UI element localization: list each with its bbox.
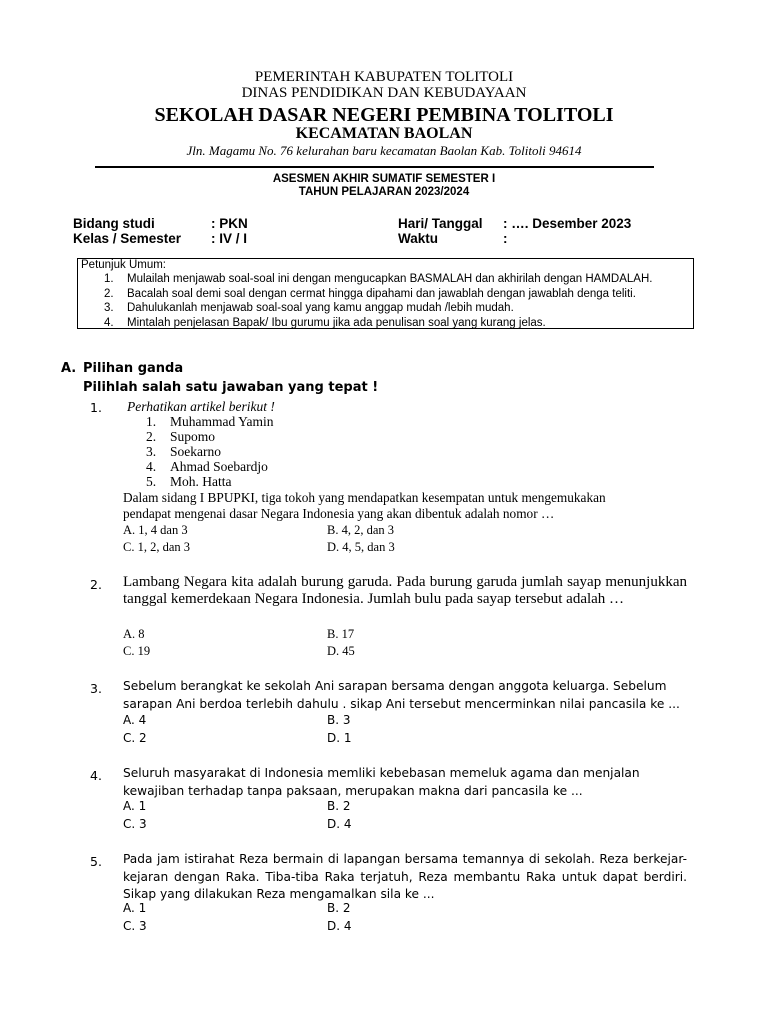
option-c[interactable]: C. 19 [123, 644, 151, 658]
header-divider [95, 166, 654, 168]
school-address: Jln. Magamu No. 76 kelurahan baru kecamatan Baolan Kab. Tolitoli 94614 [186, 143, 582, 158]
time-label: Waktu [398, 231, 438, 246]
option-a[interactable]: A. 1 [123, 901, 147, 915]
option-c[interactable]: C. 3 [123, 817, 147, 831]
question-number: 4. [90, 768, 102, 783]
option-c[interactable]: C. 2 [123, 731, 147, 745]
instructions-title: Petunjuk Umum: [81, 259, 167, 271]
question-text: Pada jam istirahat Reza bermain di lapangan bersama temannya di sekolah. Reza berkejar-kejaran dengan Raka. Tiba-tiba Raka terjatuh, Reza membantu Raka untuk dapat berdiri. Sikap yang dilakukan Reza mengamalkan sila ke ... [123, 852, 687, 901]
option-d[interactable]: D. 4, 5, dan 3 [327, 540, 395, 554]
instruction-num: 2. [104, 288, 114, 300]
exam-year: TAHUN PELAJARAN 2023/2024 [298, 186, 470, 198]
option-d[interactable]: D. 4 [327, 919, 352, 933]
option-d[interactable]: D. 45 [327, 644, 355, 658]
list-num: 2. [146, 429, 157, 444]
list-num: 1. [146, 414, 157, 429]
section-subtitle: Pilihlah salah satu jawaban yang tepat ! [83, 380, 379, 395]
header-line-2: DINAS PENDIDIKAN DAN KEBUDAYAAN [241, 85, 527, 101]
option-d[interactable]: D. 1 [327, 731, 352, 745]
question-text: Dalam sidang I BPUPKI, tiga tokoh yang mendapatkan kesempatan untuk mengemukakan pendapat mengenai dasar Negara Indonesia yang akan dibentuk adalah nomor … [123, 490, 606, 521]
subject-value: : PKN [211, 216, 248, 231]
option-b[interactable]: B. 17 [327, 627, 355, 641]
question-intro: Perhatikan artikel berikut ! [127, 399, 275, 414]
option-c[interactable]: C. 1, 2, dan 3 [123, 540, 191, 554]
question-number: 1. [90, 400, 102, 415]
option-c[interactable]: C. 3 [123, 919, 147, 933]
exam-title: ASESMEN AKHIR SUMATIF SEMESTER I [272, 173, 496, 185]
instruction-text: Mulailah menjawab soal-soal ini dengan mengucapkan BASMALAH dan akhirilah dengan HAMDALAH. [127, 273, 653, 285]
class-value: : IV / I [211, 231, 248, 246]
section-title: Pilihan ganda [83, 361, 184, 376]
list-item: Soekarno [170, 444, 221, 459]
question-text: Lambang Negara kita adalah burung garuda. Pada burung garuda jumlah sayap menunjukkan tanggal kemerdekaan Negara Indonesia. Jumlah bulu pada sayap tersebut adalah … [123, 574, 687, 607]
list-item: Moh. Hatta [170, 474, 232, 489]
section-label: A. [61, 361, 77, 376]
list-num: 5. [146, 474, 157, 489]
option-b[interactable]: B. 2 [327, 901, 351, 915]
option-a[interactable]: A. 1, 4 dan 3 [123, 523, 188, 537]
list-item: Muhammad Yamin [170, 414, 274, 429]
list-num: 4. [146, 459, 157, 474]
option-b[interactable]: B. 2 [327, 799, 351, 813]
date-value: : …. Desember 2023 [503, 216, 632, 231]
instruction-text: Mintalah penjelasan Bapak/ Ibu gurumu jika ada penulisan soal yang kurang jelas. [127, 317, 546, 329]
list-item: Supomo [170, 429, 216, 444]
instruction-text: Bacalah soal demi soal dengan cermat hingga dipahami dan jawablah dengan jawablah denga teliti. [127, 288, 636, 300]
list-item: Ahmad Soebardjo [170, 459, 268, 474]
instruction-text: Dahulukanlah menjawab soal-soal yang kamu anggap mudah /lebih mudah. [127, 302, 514, 314]
instruction-num: 3. [104, 302, 114, 314]
option-b[interactable]: B. 4, 2, dan 3 [327, 523, 395, 537]
option-a[interactable]: A. 8 [123, 627, 145, 641]
instruction-num: 4. [104, 317, 114, 329]
question-number: 3. [90, 681, 102, 696]
subject-label: Bidang studi [73, 216, 155, 231]
option-a[interactable]: A. 1 [123, 799, 147, 813]
question-number: 2. [90, 577, 102, 592]
question-text: Sebelum berangkat ke sekolah Ani sarapan bersama dengan anggota keluarga. Sebelum sarapan Ani berdoa terlebih dahulu . sikap Ani tersebut mencerminkan nilai pancasila ke ... [123, 679, 680, 711]
instruction-num: 1. [104, 273, 114, 285]
date-label: Hari/ Tanggal [398, 216, 483, 231]
list-num: 3. [146, 444, 157, 459]
option-a[interactable]: A. 4 [123, 713, 147, 727]
district-name: KECAMATAN BAOLAN [295, 125, 473, 142]
question-number: 5. [90, 854, 102, 869]
header-line-1: PEMERINTAH KABUPATEN TOLITOLI [254, 69, 514, 85]
class-label: Kelas / Semester [73, 231, 182, 246]
school-name: SEKOLAH DASAR NEGERI PEMBINA TOLITOLI [154, 104, 614, 126]
time-value: : [503, 231, 508, 246]
question-text: Seluruh masyarakat di Indonesia memliki kebebasan memeluk agama dan menjalan kewajiban terhadap tanpa paksaan, merupakan makna dari pancasila ke ... [123, 766, 640, 798]
option-b[interactable]: B. 3 [327, 713, 351, 727]
option-d[interactable]: D. 4 [327, 817, 352, 831]
